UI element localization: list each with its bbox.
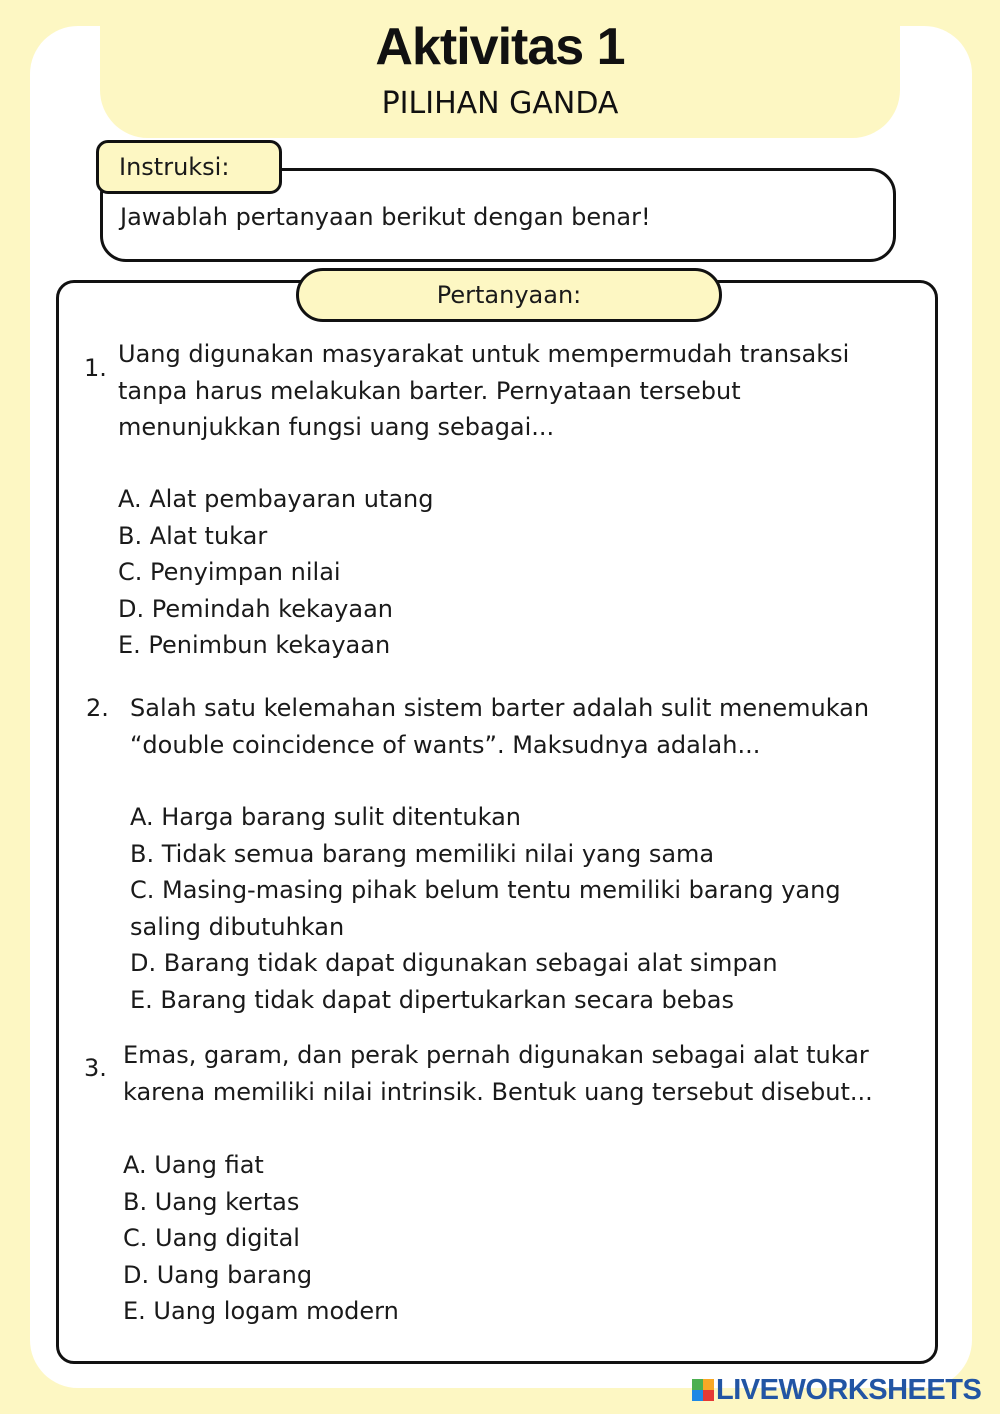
answer-option[interactable]: C. Uang digital: [123, 1224, 300, 1252]
answer-option[interactable]: E. Penimbun kekayaan: [118, 631, 391, 659]
answer-option[interactable]: B. Alat tukar: [118, 521, 268, 550]
question-line: Salah satu kelemahan sistem barter adalah sulit menemukan: [130, 694, 870, 722]
question-line: menunjukkan fungsi uang sebagai...: [118, 413, 555, 441]
question-number: 2.: [86, 694, 109, 722]
answer-options: [118, 481, 434, 664]
page-title: Aktivitas 1: [375, 18, 625, 76]
answer-option[interactable]: A. Harga barang sulit ditentukan: [130, 803, 522, 831]
answer-option-continued[interactable]: saling dibutuhkan: [130, 912, 345, 941]
question-line: Uang digunakan masyarakat untuk mempermudah transaksi: [118, 340, 850, 368]
answer-option[interactable]: A. Uang fiat: [123, 1151, 264, 1179]
answer-option[interactable]: D. Pemindah kekayaan: [118, 594, 393, 623]
answer-option[interactable]: B. Tidak semua barang memiliki nilai yang sama: [130, 839, 715, 868]
question-line: Emas, garam, dan perak pernah digunakan sebagai alat tukar: [123, 1041, 869, 1069]
question-line: tanpa harus melakukan barter. Pernyataan tersebut: [118, 376, 741, 405]
question-text: [118, 336, 849, 446]
question-line: “double coincidence of wants”. Maksudnya adalah...: [130, 730, 761, 759]
answer-option[interactable]: C. Masing-masing pihak belum tentu memiliki barang yang: [130, 876, 841, 904]
answer-option[interactable]: D. Barang tidak dapat digunakan sebagai alat simpan: [130, 949, 778, 977]
answer-options: [130, 799, 841, 1018]
question-number: 3.: [84, 1054, 107, 1082]
header-tab: [100, 0, 900, 138]
instructions-text: Jawablah pertanyaan berikut dengan benar!: [120, 203, 651, 231]
page-subtitle: PILIHAN GANDA: [381, 86, 619, 121]
liveworksheets-logo-icon: [692, 1379, 714, 1401]
liveworksheets-logo[interactable]: [692, 1374, 981, 1406]
answer-option[interactable]: E. Barang tidak dapat dipertukarkan secara bebas: [130, 985, 734, 1014]
question-line: karena memiliki nilai intrinsik. Bentuk uang tersebut disebut...: [123, 1077, 873, 1106]
answer-option[interactable]: B. Uang kertas: [123, 1187, 300, 1216]
question-text: [130, 690, 869, 763]
questions-label: Pertanyaan:: [296, 268, 722, 322]
answer-option[interactable]: A. Alat pembayaran utang: [118, 485, 434, 513]
instructions-label: Instruksi:: [96, 140, 282, 194]
answer-option[interactable]: E. Uang logam modern: [123, 1297, 399, 1325]
answer-option[interactable]: D. Uang barang: [123, 1260, 313, 1289]
answer-options: [123, 1147, 399, 1330]
logo-text: LIVEWORKSHEETS: [716, 1373, 982, 1406]
answer-option[interactable]: C. Penyimpan nilai: [118, 558, 341, 586]
question-text: [123, 1037, 873, 1110]
question-number: 1.: [84, 354, 107, 382]
